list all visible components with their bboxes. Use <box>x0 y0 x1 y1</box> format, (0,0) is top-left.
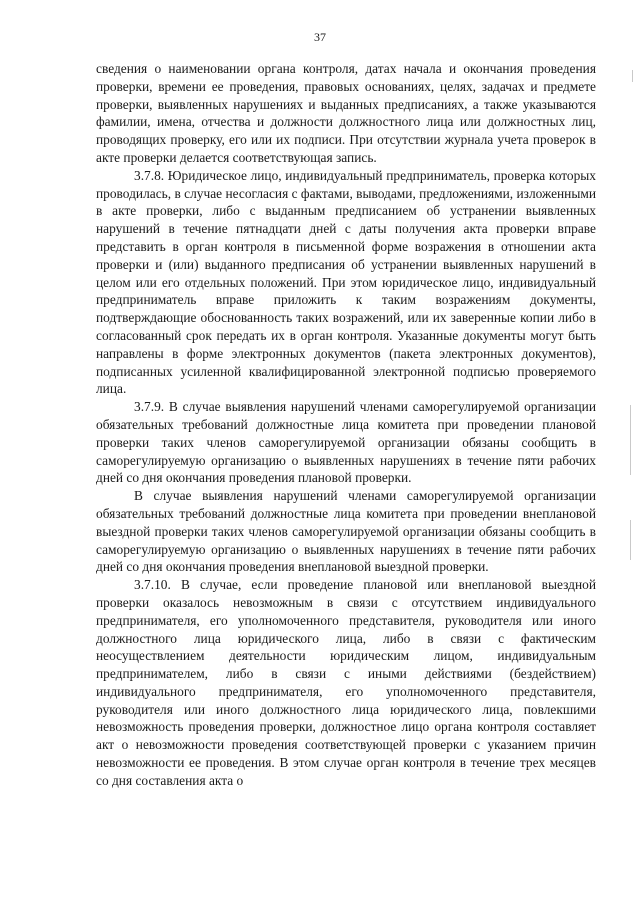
paragraph-continuation: сведения о наименовании органа контроля, датах начала и окончания проведения проверки, времени ее проведения, правовых основаниях, целях, задачах и предмете проверки, выявленных нарушениях и выданных предписаниях, а также указываются фамилии, имена, отчества и должности должностного лица или должностных лиц, проводящих проверку, его или их подписи. При отсутствии журнала учета проверок в акте проверки делается соответствующая запись. <box>96 61 596 165</box>
paragraph-3-7-10: 3.7.10. В случае, если проведение плановой или внеплановой выездной проверки оказалось невозможным в связи с отсутствием индивидуального предпринимателя, его уполномоченного представителя, руководителя или иного должностного лица юридического лица, либо в связи с фактическим неосуществлением деятельности юридическим лицом, индивидуальным предпринимателем, либо в связи с иными действиями (бездействием) индивидуального предпринимателя, его уполномоченного представителя, руководителя или иного должностного лица юридического лица, повлекшими невозможность проведения проверки, должностное лицо органа контроля составляет акт о невозможности проведения соответствующей проверки с указанием причин невозможности ее проведения. В этом случае орган контроля в течение трех месяцев со дня составления акта о <box>96 577 596 788</box>
paragraph-3-7-9: 3.7.9. В случае выявления нарушений членами саморегулируемой организации обязательных требований должностные лица комитета при проведении плановой проверки таких членов саморегулируемой организации обязаны сообщить в саморегулируемую организацию о выявленных нарушениях в течение пяти рабочих дней со дня окончания проведения плановой проверки. <box>96 399 596 486</box>
scan-margin-mark <box>632 70 633 82</box>
scan-margin-mark <box>630 520 631 560</box>
paragraph-unplanned-inspection: В случае выявления нарушений членами саморегулируемой организации обязательных требований должностные лица комитета при проведении внеплановой выездной проверки таких членов саморегулируемой организации обязаны сообщить в саморегулируемую организацию о выявленных нарушениях в течение пяти рабочих дней со дня окончания проведения внеплановой выездной проверки. <box>96 488 596 575</box>
scan-margin-mark <box>630 405 631 475</box>
page-number: 37 <box>314 30 326 44</box>
paragraph-3-7-8: 3.7.8. Юридическое лицо, индивидуальный предприниматель, проверка которых проводилась, в случае несогласия с фактами, выводами, предложениями, изложенными в акте проверки, либо с выданным предписанием об устранении выявленных нарушений в течение пятнадцати дней с даты получения акта проверки вправе представить в орган контроля в письменной форме возражения в отношении акта проверки и (или) выданного предписания об устранении выявленных нарушений в целом или его отдельных положений. При этом юридическое лицо, индивидуальный предприниматель вправе приложить к таким возражениям документы, подтверждающие обоснованность таких возражений, или их заверенные копии либо в согласованный срок передать их в орган контроля. Указанные документы могут быть направлены в форме электронных документов (пакета электронных документов), подписанных усиленной квалифицированной электронной подписью проверяемого лица. <box>96 167 596 397</box>
document-body <box>96 60 596 790</box>
